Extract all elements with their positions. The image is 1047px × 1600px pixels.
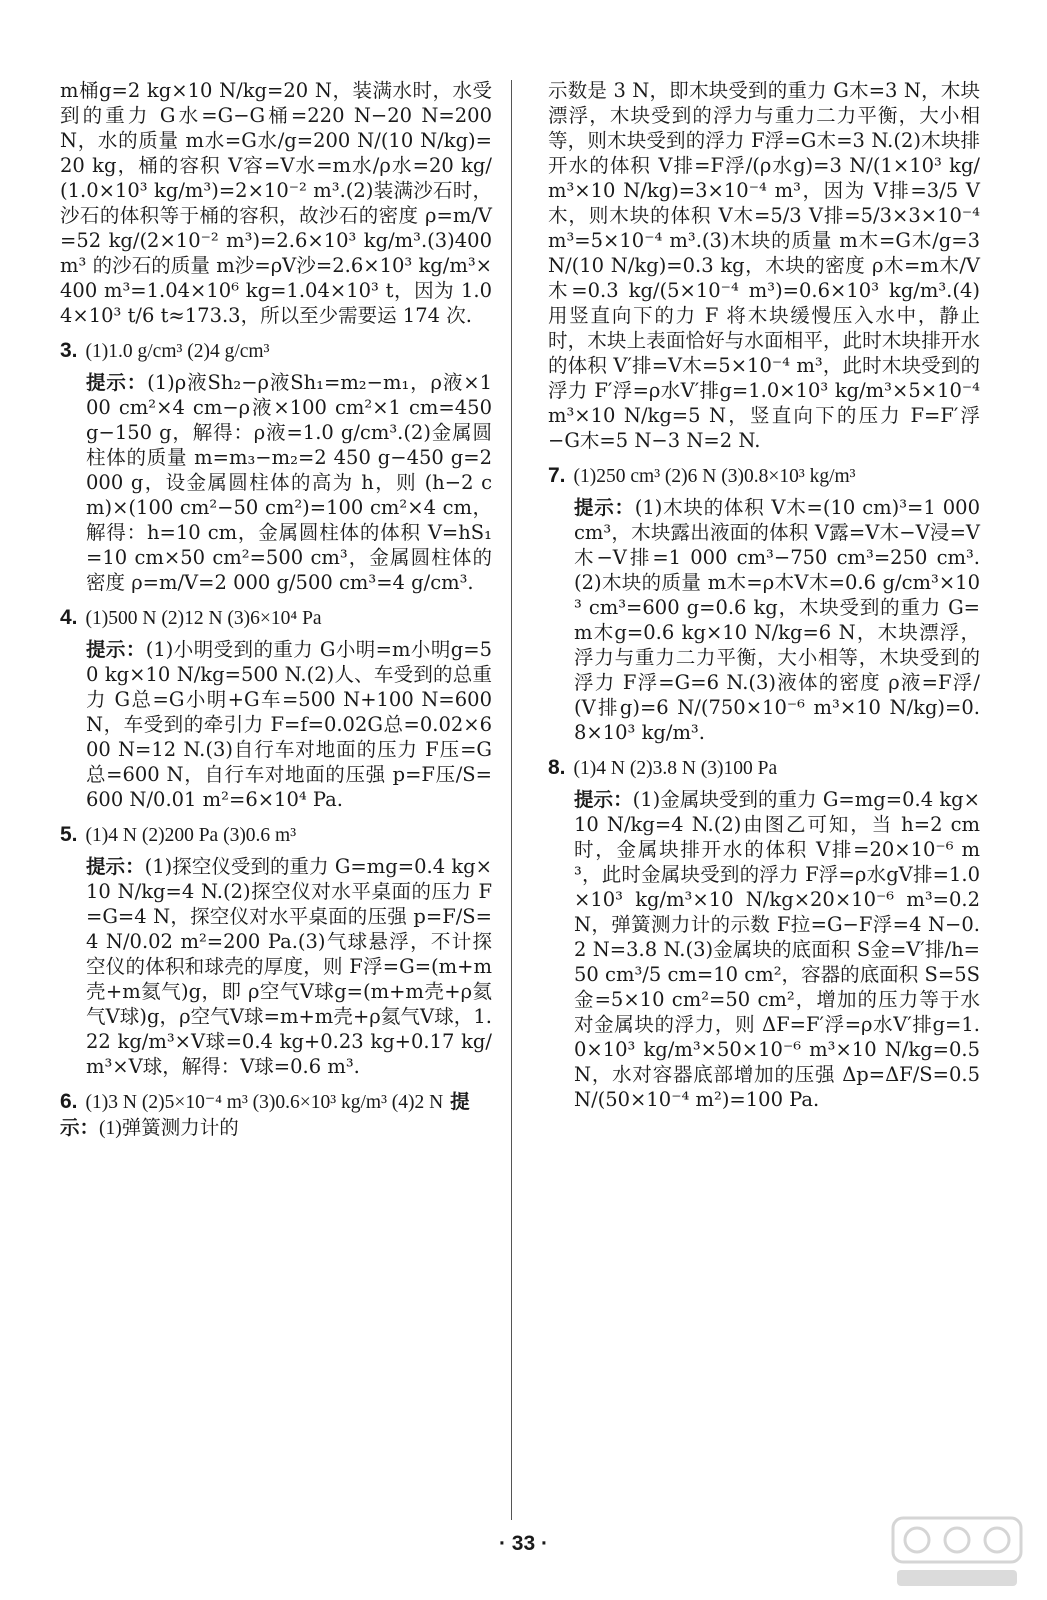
q4-hint [60,637,492,812]
q6-hint-start: (1)弹簧测力计的 [99,1118,239,1139]
q8-hint [548,787,980,1112]
q3-answer-text: (1)1.0 g/cm³ (2)4 g/cm³ [85,341,270,362]
q4-hint-label: 提示： [86,638,146,661]
q2-continuation: m桶g=2 kg×10 N/kg=20 N，装满水时，水受到的重力 G水=G−G桶=220 N−20 N=200 N，水的质量 m水=G水/g=200 N/(10 N/kg)=20 kg，桶的容积 V容=V水=m水/ρ水=20 kg/(1.0×10³ kg/m³)=2×10⁻² m³.(2)装满沙石时，沙石的体积等于桶的容积，故沙石的密度 ρ=m/V=52 kg/(2×10⁻² m³)=2.6×10³ kg/m³.(3)400 m³ 的沙石的质量 m沙=ρV沙=2.6×10³ kg/m³×400 m³=1.04×10⁶ kg=1.04×10³ t，因为 1.04×10³ t/6 t≈173.3，所以至少需要运 174 次. [60,79,492,327]
q6-answer [60,1089,492,1141]
q7-answer [548,463,980,489]
q6-hint-label: 提示： [60,1090,470,1139]
right-column [548,78,980,1121]
column-divider [511,80,512,1520]
q8-hint-label: 提示： [574,788,633,811]
q5-hint [60,854,492,1079]
q7-answer-text: (1)250 cm³ (2)6 N (3)0.8×10³ kg/m³ [573,466,856,487]
watermark-logo [887,1512,1027,1592]
q3-number: 3. [60,339,78,362]
q8-answer-text: (1)4 N (2)3.8 N (3)100 Pa [573,758,778,779]
q8-answer [548,755,980,781]
q4-number: 4. [60,606,78,629]
q5-hint-text: (1)探空仪受到的重力 G=mg=0.4 kg×10 N/kg=4 N.(2)探空仪对水平桌面的压力 F=G=4 N，探空仪对水平桌面的压强 p=F/S=4 N/0.02 m²=200 Pa.(3)气球悬浮，不计探空仪的体积和球壳的厚度，则 F浮=G=(m+m壳+m氦气)g，即 ρ空气V球g=(m+m壳+ρ氦气V球)g，ρ空气V球=m+m壳+ρ氦气V球，1.22 kg/m³×V球=0.4 kg+0.23 kg+0.17 kg/m³×V球，解得：V球=0.6 m³. [86,855,492,1078]
q3-hint-text: (1)ρ液Sh₂−ρ液Sh₁=m₂−m₁，ρ液×100 cm²×4 cm−ρ液×100 cm²×1 cm=450 g−150 g，解得：ρ液=1.0 g/cm³.(2)金属圆柱体的质量 m=m₃−m₂=2 450 g−450 g=2 000 g，设金属圆柱体的高为 h，则 (h−2 cm)×(100 cm²−50 cm²)=100 cm²×4 cm，解得：h=10 cm，金属圆柱体的体积 V=hS₁=10 cm×50 cm²=500 cm³，金属圆柱体的密度 ρ=m/V=2 000 g/500 cm³=4 g/cm³. [86,371,492,594]
q5-answer-text: (1)4 N (2)200 Pa (3)0.6 m³ [85,825,297,846]
q6-continuation: 示数是 3 N，即木块受到的重力 G木=3 N，木块漂浮，木块受到的浮力与重力二力平衡，大小相等，则木块受到的浮力 F浮=G木=3 N.(2)木块排开水的体积 V排=F浮/(ρ水g)=3 N/(1×10³ kg/m³×10 N/kg)=3×10⁻⁴ m³，因为 V排=3/5 V木，则木块的体积 V木=5/3 V排=5/3×3×10⁻⁴ m³=5×10⁻⁴ m³.(3)木块的质量 m木=G木/g=3 N/(10 N/kg)=0.3 kg，木块的密度 ρ木=m木/V木=0.3 kg/(5×10⁻⁴ m³)=0.6×10³ kg/m³.(4)用竖直向下的力 F 将木块缓慢压入水中，静止时，木块上表面恰好与水面相平，此时木块排开水的体积 V′排=V木=5×10⁻⁴ m³，此时木块受到的浮力 F′浮=ρ水V′排g=1.0×10³ kg/m³×5×10⁻⁴ m³×10 N/kg=5 N，竖直向下的压力 F=F′浮−G木=5 N−3 N=2 N. [548,79,980,452]
page-number: · 33 · [498,1532,548,1555]
q8-hint-text: (1)金属块受到的重力 G=mg=0.4 kg×10 N/kg=4 N.(2)由图乙可知，当 h=2 cm 时，金属块排开水的体积 V排=20×10⁻⁶ m³，此时金属块受到的浮力 F浮=ρ水gV排=1.0×10³ kg/m³×10 N/kg×20×10⁻⁶ m³=0.2 N，弹簧测力计的示数 F拉=G−F浮=4 N−0.2 N=3.8 N.(3)金属块的底面积 S金=V′排/h=50 cm³/5 cm=10 cm²，容器的底面积 S=5S金=5×10 cm²=50 cm²，增加的压力等于水对金属块的浮力，则 ΔF=F′浮=ρ水V′排g=1.0×10³ kg/m³×50×10⁻⁶ m³×10 N/kg=0.5 N，水对容器底部增加的压强 Δp=ΔF/S=0.5 N/(50×10⁻⁴ m²)=100 Pa. [574,788,980,1111]
q6-answer-text: (1)3 N (2)5×10⁻⁴ m³ (3)0.6×10³ kg/m³ (4)2 N [85,1092,444,1113]
q6-number: 6. [60,1090,78,1113]
q5-answer [60,822,492,848]
q4-answer [60,605,492,631]
q4-answer-text: (1)500 N (2)12 N (3)6×10⁴ Pa [85,608,322,629]
q7-number: 7. [548,464,566,487]
q8-number: 8. [548,756,566,779]
q7-hint [548,495,980,745]
left-column [60,78,492,1147]
q4-hint-text: (1)小明受到的重力 G小明=m小明g=50 kg×10 N/kg=500 N.(2)人、车受到的总重力 G总=G小明+G车=500 N+100 N=600 N，车受到的牵引力 F=f=0.02G总=0.02×600 N=12 N.(3)自行车对地面的压力 F压=G总=600 N，自行车对地面的压强 p=F压/S=600 N/0.01 m²=6×10⁴ Pa. [86,638,492,811]
q3-answer [60,338,492,364]
q5-number: 5. [60,823,78,846]
q7-hint-text: (1)木块的体积 V木=(10 cm)³=1 000 cm³，木块露出液面的体积 V露=V木−V浸=V木−V排=1 000 cm³−750 cm³=250 cm³.(2)木块的质量 m木=ρ木V木=0.6 g/cm³×10³ cm³=600 g=0.6 kg，木块受到的重力 G=m木g=0.6 kg×10 N/kg=6 N，木块漂浮，浮力与重力二力平衡，大小相等，木块受到的浮力 F浮=G=6 N.(3)液体的密度 ρ液=F浮/(V排g)=6 N/(750×10⁻⁶ m³×10 N/kg)=0.8×10³ kg/m³. [574,496,980,744]
q3-hint-label: 提示： [86,371,148,394]
q3-hint [60,370,492,595]
q5-hint-label: 提示： [86,855,145,878]
q7-hint-label: 提示： [574,496,635,519]
